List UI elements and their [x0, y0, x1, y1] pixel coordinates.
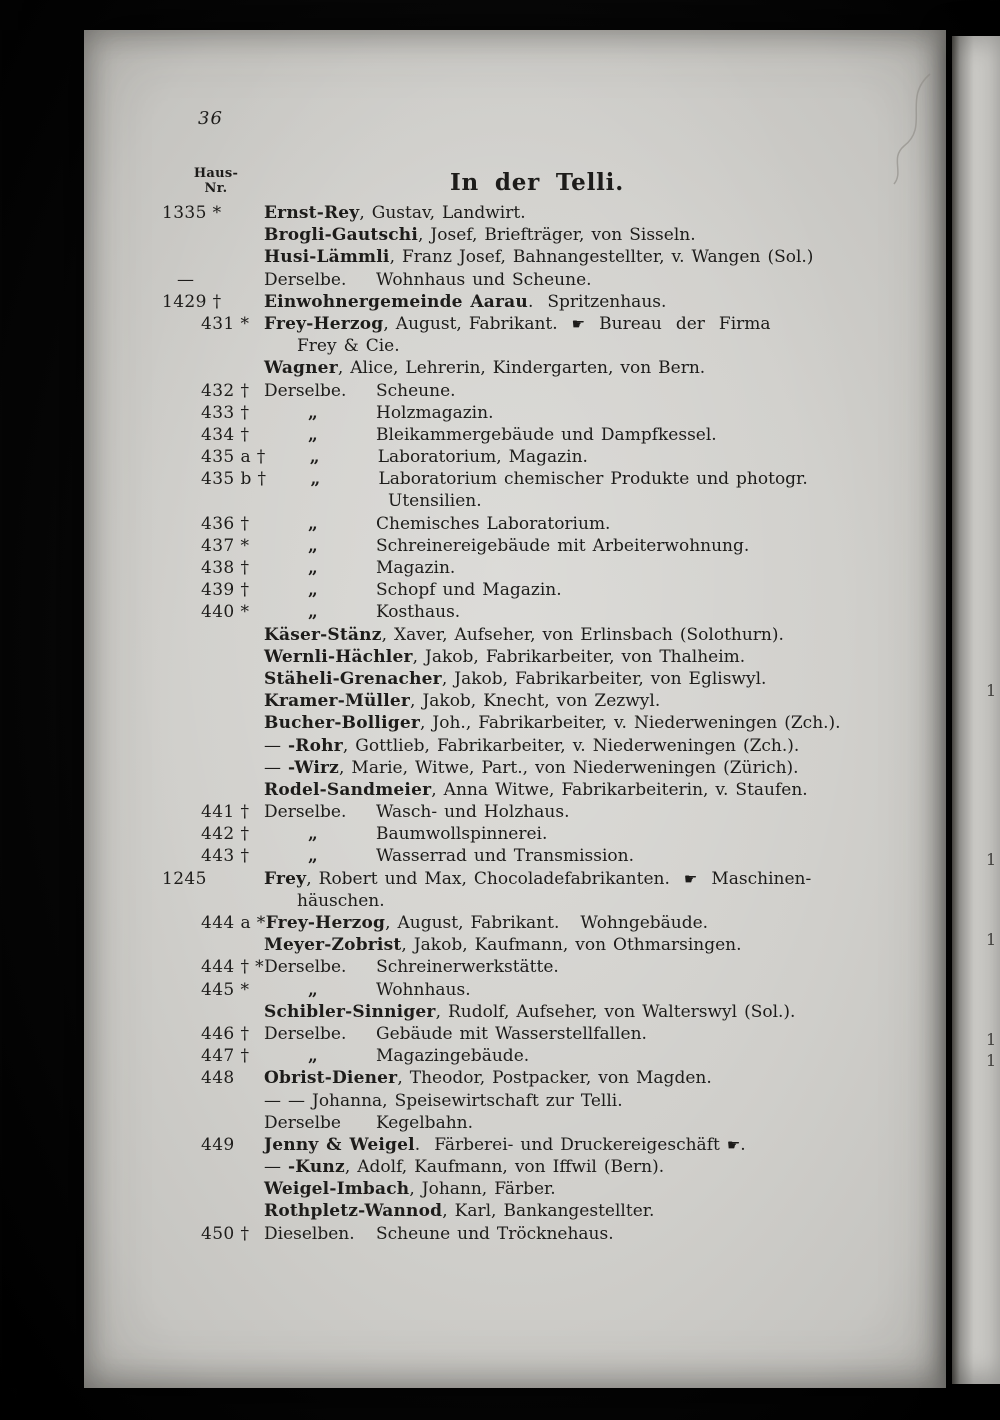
entry-fragment: , Johann, Färber.	[409, 1179, 556, 1200]
entry-text	[264, 779, 918, 801]
entry-row	[160, 890, 918, 912]
entry-row	[160, 224, 918, 246]
entry-desc: Wohnhaus und Scheune.	[376, 269, 592, 290]
entry-fragment: , Gustav, Landwirt.	[359, 203, 526, 223]
entry-text	[264, 801, 918, 823]
entry-fragment: , Rudolf, Aufseher, von Walterswyl (Sol.).	[435, 1001, 796, 1022]
entry-name: -Rohr	[288, 735, 343, 756]
entry-text	[264, 823, 918, 845]
manicule-icon: ☛	[683, 869, 698, 888]
house-number: 435 b †	[201, 469, 267, 490]
entry-name: Frey-Herzog	[265, 913, 386, 933]
entry-text	[264, 557, 918, 579]
house-number: 447 †	[201, 1046, 250, 1067]
house-number: 432 †	[201, 380, 250, 401]
entry-fragment: , Anna Witwe, Fabrikarbeiterin, v. Staufen.	[431, 779, 808, 800]
entry-row	[160, 1156, 918, 1178]
entry-fragment: , Theodor, Postpacker, von Magden.	[397, 1068, 712, 1089]
entry-fragment: , Franz Josef, Bahnangestellter, v. Wangen (Sol.)	[389, 247, 814, 268]
entry-name: Ernst-Rey	[264, 203, 360, 223]
entry-row	[160, 668, 918, 690]
book-page	[84, 30, 946, 1388]
entry-fragment: . Färberei- und Druckereigeschäft	[414, 1134, 727, 1155]
house-number: 445 *	[201, 979, 250, 1000]
entry-desc: Chemisches Laboratorium.	[376, 513, 611, 534]
entry-desc: Kosthaus.	[376, 602, 461, 623]
entry-name: Wernli-Hächler	[264, 646, 413, 667]
house-number: 439 †	[201, 580, 250, 601]
entry-text	[264, 269, 918, 291]
ditto-mark: „	[308, 602, 318, 623]
house-number	[160, 934, 264, 956]
entry-text	[264, 646, 918, 668]
entry-text	[264, 357, 918, 379]
entry-desc: Magazingebäude.	[376, 1046, 530, 1067]
house-number	[160, 735, 264, 757]
entry-fragment: .	[740, 1134, 746, 1155]
entry-text	[264, 1023, 918, 1045]
entry-desc: Schreinereigebäude mit Arbeiterwohnung.	[376, 535, 750, 556]
section-title: In der Telli.	[449, 169, 625, 196]
adjacent-page-fragment: 1	[986, 681, 997, 700]
entry-name: Obrist-Diener	[264, 1068, 398, 1089]
entry-row	[160, 357, 918, 379]
entry-row	[160, 313, 918, 335]
entry-row	[160, 735, 918, 757]
entry-list	[160, 202, 918, 1245]
entry-fragment: häuschen.	[297, 890, 385, 911]
entry-row	[160, 757, 918, 779]
entry-text	[264, 712, 918, 734]
house-number: 443 †	[201, 846, 250, 867]
entry-row	[160, 868, 918, 890]
entry-desc: Kegelbahn.	[376, 1112, 474, 1133]
ditto-mark: „	[308, 1046, 318, 1067]
entry-name: Frey	[264, 868, 307, 889]
entry-text	[264, 1045, 918, 1067]
entry-desc: Scheune und Tröcknehaus.	[376, 1223, 614, 1244]
entry-row	[160, 801, 918, 823]
entry-row	[160, 1134, 918, 1156]
entry-text	[264, 1090, 918, 1112]
entry-name: Käser-Stänz	[264, 624, 382, 645]
house-number	[160, 224, 264, 246]
entry-fragment: Frey & Cie.	[297, 336, 400, 357]
entry-row	[160, 335, 918, 357]
entry-text	[264, 690, 918, 712]
entry-desc: Gebäude mit Wasserstellfallen.	[376, 1023, 647, 1044]
entry-text	[264, 934, 918, 956]
entry-row	[160, 646, 918, 668]
entry-fragment: , Joh., Fabrikarbeiter, v. Niederweningen (Zch.).	[420, 713, 841, 734]
entry-text	[264, 402, 918, 424]
entry-row	[160, 402, 918, 424]
house-number: 1429 †	[162, 291, 222, 312]
entry-text	[264, 1200, 918, 1222]
entry-row	[160, 823, 918, 845]
entry-fragment: , Gottlieb, Fabrikarbeiter, v. Niederweningen (Zch.).	[342, 735, 800, 756]
entry-name: Brogli-Gautschi	[264, 225, 419, 246]
entry-text	[264, 380, 918, 402]
entry-row	[160, 291, 918, 313]
house-number: 442 †	[201, 824, 250, 845]
house-number	[160, 1156, 264, 1178]
entry-row	[160, 1223, 918, 1245]
entry-fragment: , August, Fabrikant.	[383, 313, 572, 334]
entry-name: -Kunz	[288, 1157, 345, 1178]
entry-name: -Wirz	[288, 757, 340, 778]
entry-row	[160, 1001, 918, 1023]
entry-text	[264, 1112, 918, 1134]
entry-lead: Dieselben.	[264, 1223, 355, 1244]
entry-name: Rodel-Sandmeier	[264, 779, 432, 800]
entry-fragment: Utensilien.	[388, 491, 482, 512]
adjacent-page-fragment: 1	[986, 850, 997, 869]
entry-row	[160, 690, 918, 712]
entry-lead: Derselbe.	[264, 957, 347, 978]
house-number: 440 *	[201, 602, 250, 623]
entry-fragment: Bureau der Firma	[585, 313, 771, 334]
entry-text	[264, 956, 918, 978]
entry-text	[264, 1067, 918, 1089]
entry-lead: Derselbe.	[264, 1023, 347, 1044]
house-number	[160, 335, 264, 357]
entry-fragment: —	[264, 757, 289, 778]
entry-text	[264, 490, 918, 512]
entry-fragment: , Marie, Witwe, Part., von Niederweningen (Zürich).	[339, 757, 799, 778]
entry-name: Kramer-Müller	[264, 691, 411, 712]
entry-desc: Wasch- und Holzhaus.	[376, 802, 570, 823]
entry-desc: Schreinerwerkstätte.	[376, 957, 559, 978]
entry-row	[160, 202, 918, 224]
entry-row	[160, 1045, 918, 1067]
manicule-icon: ☛	[571, 314, 586, 333]
entry-desc: Bleikammergebäude und Dampfkessel.	[376, 424, 717, 445]
entry-text	[264, 1134, 918, 1156]
entry-name: Einwohnergemeinde Aarau	[264, 291, 528, 312]
house-number	[160, 712, 264, 734]
entry-text	[266, 468, 918, 490]
page-number: 36	[198, 108, 223, 129]
entry-desc: Magazin.	[376, 558, 456, 578]
entry-text	[264, 424, 918, 446]
house-number: 437 *	[201, 535, 250, 556]
house-number	[160, 357, 264, 379]
entry-name: Bucher-Bolliger	[264, 713, 421, 734]
entry-text	[264, 246, 918, 268]
entry-text	[264, 757, 918, 779]
entry-name: Husi-Lämmli	[264, 247, 390, 268]
entry-row	[160, 779, 918, 801]
entry-fragment: , Jakob, Kaufmann, von Othmarsingen.	[401, 935, 742, 956]
entry-name: Wagner	[264, 358, 338, 379]
entry-text	[266, 912, 918, 934]
entry-row	[160, 246, 918, 268]
entry-row	[160, 468, 918, 490]
entry-lead: Derselbe.	[264, 269, 347, 290]
house-number	[160, 246, 264, 268]
entry-desc: Laboratorium chemischer Produkte und photogr.	[378, 469, 808, 490]
house-number: 431 *	[201, 313, 250, 334]
entry-text	[264, 735, 918, 757]
ditto-mark: „	[310, 469, 321, 490]
entry-desc: Schopf und Magazin.	[376, 580, 562, 601]
entry-row	[160, 380, 918, 402]
entry-fragment: , Xaver, Aufseher, von Erlinsbach (Solothurn).	[381, 624, 784, 645]
entry-fragment: , Robert und Max, Chocoladefabrikanten.	[306, 868, 684, 889]
entry-text	[264, 1001, 918, 1023]
entry-fragment: —	[264, 735, 289, 756]
house-number: 1245	[162, 868, 207, 889]
entry-row	[160, 1023, 918, 1045]
entry-text	[264, 224, 918, 246]
ditto-mark: „	[308, 558, 318, 578]
entry-fragment: , Jakob, Knecht, von Zezwyl.	[410, 691, 661, 712]
column-header-line1: Haus-	[193, 166, 239, 181]
entry-text	[264, 668, 918, 690]
entry-name: Jenny & Weigel	[264, 1134, 415, 1155]
house-number: 444 a *	[201, 913, 266, 933]
entry-fragment: — — Johanna, Speisewirtschaft zur Telli.	[264, 1090, 623, 1111]
house-number	[160, 1200, 264, 1222]
scan-scratch-artifact	[872, 68, 942, 188]
entry-text	[264, 513, 918, 535]
entry-text	[264, 202, 918, 224]
entry-lead: Derselbe.	[264, 380, 347, 401]
house-number	[160, 890, 264, 912]
ditto-mark: „	[308, 979, 318, 1000]
house-number	[160, 779, 264, 801]
entry-row	[160, 712, 918, 734]
entry-fragment: —	[264, 1157, 289, 1178]
house-number	[160, 490, 264, 512]
house-number	[160, 1178, 264, 1200]
house-number: 433 †	[201, 402, 250, 423]
entry-name: Schibler-Sinniger	[264, 1001, 436, 1022]
house-number: 441 †	[201, 802, 250, 823]
house-number: 444 † *	[201, 957, 265, 978]
entry-text	[264, 979, 918, 1001]
house-number: —	[177, 269, 195, 290]
entry-row	[160, 446, 918, 468]
entry-text	[264, 601, 918, 623]
entry-fragment: , Jakob, Fabrikarbeiter, von Egliswyl.	[441, 668, 767, 689]
house-number	[160, 668, 264, 690]
entry-text	[264, 845, 918, 867]
entry-row	[160, 490, 918, 512]
entry-fragment: , Josef, Briefträger, von Sisseln.	[418, 225, 696, 246]
entry-fragment: , Karl, Bankangestellter.	[442, 1201, 655, 1222]
ditto-mark: „	[308, 824, 318, 845]
house-number	[160, 1112, 264, 1134]
entry-row	[160, 1090, 918, 1112]
entry-name: Frey-Herzog	[264, 313, 384, 334]
entry-desc: Holzmagazin.	[376, 402, 494, 423]
ditto-mark: „	[308, 424, 318, 445]
entry-text	[266, 446, 918, 468]
entry-text	[264, 1156, 918, 1178]
adjacent-page-fragment: 1	[986, 1030, 997, 1049]
entry-text	[264, 291, 918, 313]
entry-text	[264, 335, 918, 357]
entry-text	[264, 868, 918, 890]
entry-row	[160, 535, 918, 557]
entry-row	[160, 513, 918, 535]
entry-row	[160, 1200, 918, 1222]
entry-row	[160, 934, 918, 956]
ditto-mark: „	[308, 513, 318, 534]
entry-name: Meyer-Zobrist	[264, 935, 402, 956]
ditto-mark: „	[308, 402, 318, 423]
entry-row	[160, 845, 918, 867]
entry-fragment: , August, Fabrikant. Wohngebäude.	[385, 913, 709, 933]
entry-lead: Derselbe	[264, 1112, 341, 1133]
entry-text	[264, 1178, 918, 1200]
entry-fragment: , Alice, Lehrerin, Kindergarten, von Bern.	[337, 358, 706, 379]
ditto-mark: „	[309, 447, 320, 468]
house-number: 448	[201, 1068, 235, 1089]
entry-name: Stäheli-Grenacher	[264, 668, 442, 689]
ditto-mark: „	[308, 535, 318, 556]
entry-row	[160, 601, 918, 623]
entry-row	[160, 269, 918, 291]
entry-row	[160, 424, 918, 446]
entry-text	[264, 313, 918, 335]
house-number	[160, 624, 264, 646]
house-number	[160, 757, 264, 779]
entry-fragment: . Spritzenhaus.	[527, 291, 667, 312]
entry-row	[160, 1067, 918, 1089]
house-number: 449	[201, 1134, 235, 1155]
house-number	[160, 1090, 264, 1112]
house-number	[160, 646, 264, 668]
entry-name: Rothpletz-Wannod	[264, 1201, 443, 1222]
column-header-line2: Nr.	[204, 181, 228, 196]
adjacent-page-fragment: 1	[986, 1051, 997, 1070]
house-number: 438 †	[201, 558, 250, 578]
house-number: 1335 *	[162, 203, 222, 223]
entry-row	[160, 1178, 918, 1200]
entry-text	[264, 1223, 918, 1245]
entry-desc: Wohnhaus.	[376, 979, 471, 1000]
adjacent-page-fragment: 1	[986, 930, 997, 949]
house-number: 446 †	[201, 1023, 250, 1044]
house-number: 434 †	[201, 424, 250, 445]
entry-fragment: Maschinen-	[697, 868, 812, 889]
entry-row	[160, 979, 918, 1001]
entry-row	[160, 579, 918, 601]
ditto-mark: „	[308, 846, 318, 867]
entry-name: Weigel-Imbach	[264, 1179, 410, 1200]
entry-row	[160, 624, 918, 646]
house-number: 450 †	[201, 1223, 250, 1244]
manicule-icon: ☛	[726, 1135, 741, 1154]
entry-row	[160, 1112, 918, 1134]
entry-desc: Scheune.	[376, 380, 456, 401]
ditto-mark: „	[308, 580, 318, 601]
house-number: 436 †	[201, 513, 250, 534]
entry-text	[264, 579, 918, 601]
entry-text	[264, 890, 918, 912]
entry-row	[160, 912, 918, 934]
entry-text	[264, 624, 918, 646]
adjacent-page	[952, 36, 1000, 1384]
entry-desc: Wasserrad und Transmission.	[376, 846, 635, 867]
entry-fragment: , Jakob, Fabrikarbeiter, von Thalheim.	[412, 646, 746, 667]
house-number: 435 a †	[201, 447, 266, 468]
house-number	[160, 690, 264, 712]
entry-row	[160, 956, 918, 978]
entry-desc: Laboratorium, Magazin.	[377, 447, 588, 468]
entry-lead: Derselbe.	[264, 802, 347, 823]
house-number	[160, 1001, 264, 1023]
entry-desc: Baumwollspinnerei.	[376, 824, 548, 845]
entry-fragment: , Adolf, Kaufmann, von Iffwil (Bern).	[344, 1157, 665, 1178]
entry-row	[160, 557, 918, 579]
entry-text	[264, 535, 918, 557]
